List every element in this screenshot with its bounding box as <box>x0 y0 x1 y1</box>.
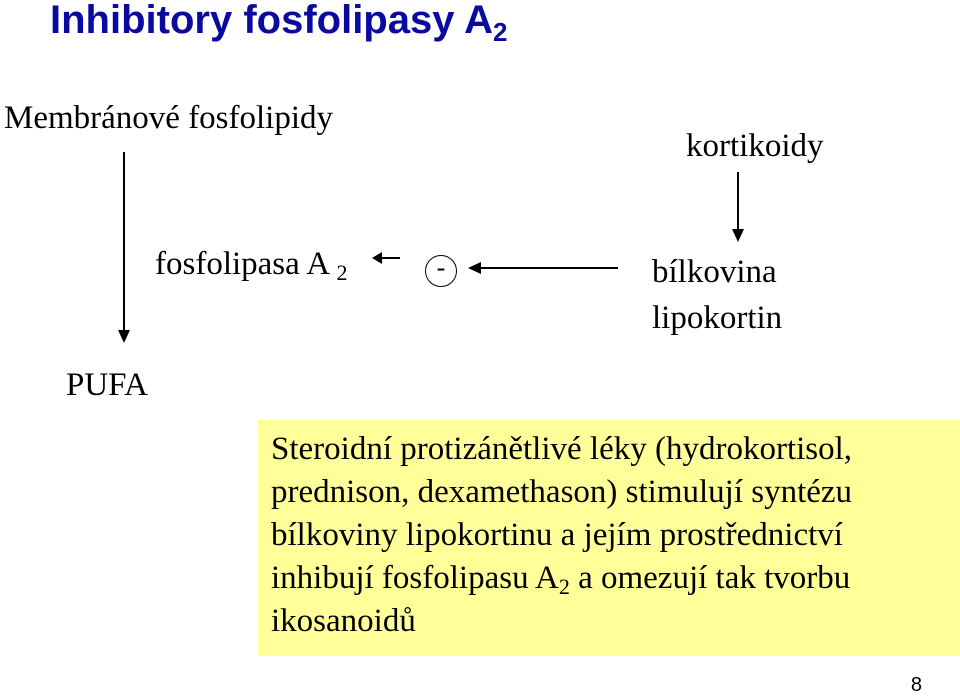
corticoids-label: kortikoidy <box>686 128 824 164</box>
protein-label-line2: lipokortin <box>652 300 783 336</box>
protein-label-line1: bílkovina <box>652 254 777 290</box>
phospholipase-text: fosfolipasa A <box>155 246 329 282</box>
membrane-phospholipids-label: Membránové fosfolipidy <box>4 100 334 136</box>
minus-to-phospholipase-arrowhead <box>372 252 382 264</box>
membrane-to-pufa-arrowhead <box>118 330 130 343</box>
note-line4-subscript: 2 <box>558 574 570 599</box>
note-line <box>271 557 950 600</box>
phospholipase-subscript: 2 <box>336 260 348 285</box>
note-line: bílkoviny lipokortinu a jejím prostřednictví <box>271 517 843 553</box>
page-number: 8 <box>910 674 922 696</box>
note-line4-rest: a omezují tak tvorbu <box>569 560 851 596</box>
inhibition-minus-sign: - <box>425 255 457 287</box>
note-line: prednison, dexamethason) stimulují syntézu <box>271 474 853 510</box>
note-line4-text: inhibují fosfolipasu A <box>271 560 559 596</box>
note-line: ikosanoidů <box>271 603 416 639</box>
protein-to-minus-arrowhead <box>468 262 481 274</box>
title-subscript: 2 <box>493 17 508 47</box>
note-line: Steroidní protizánětlivé léky (hydrokortisol, <box>271 431 853 467</box>
corticoids-to-protein-arrowhead <box>732 229 744 242</box>
explanation-note <box>258 420 960 656</box>
pufa-label: PUFA <box>66 367 148 403</box>
title-text: Inhibitory fosfolipasy A <box>50 0 493 42</box>
